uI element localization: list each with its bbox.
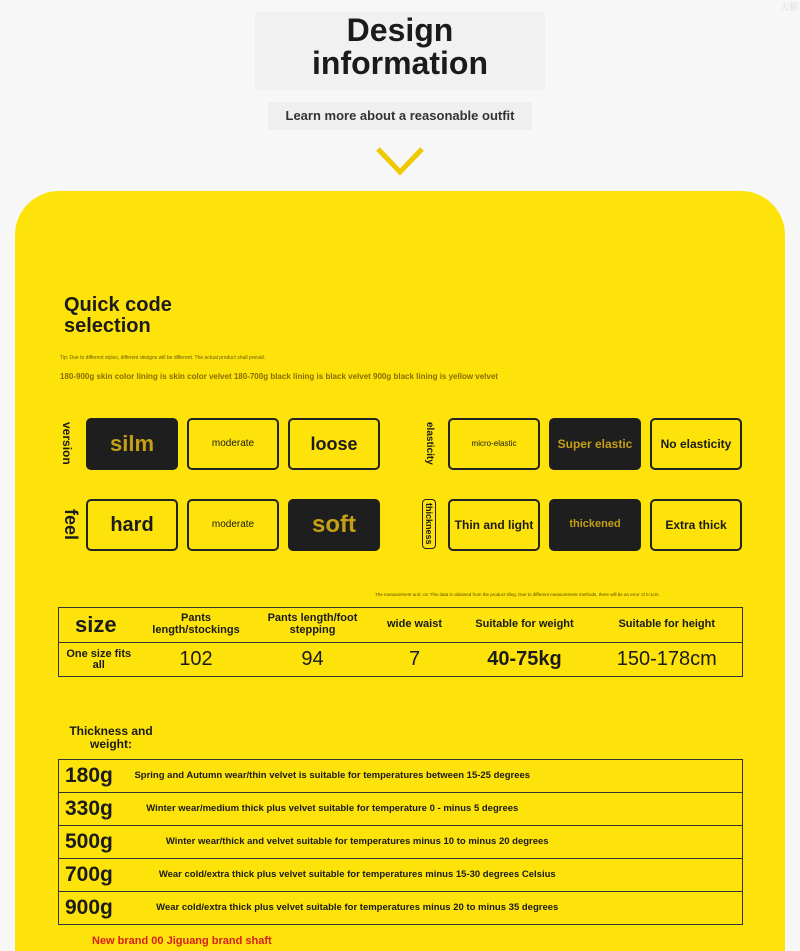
pants-length-stockings-value: 102 — [139, 643, 254, 677]
elasticity-option-no-elasticity[interactable]: No elasticity — [650, 418, 742, 470]
chevron-down-icon — [376, 146, 424, 176]
feel-option-moderate[interactable]: moderate — [187, 499, 279, 551]
measurement-note: The measurement unit: cm This data is obtained from the product tiling. Due to different measurement methods, there will be an error of 0-1cm. — [375, 592, 660, 597]
watermark-text: 天猫 — [779, 2, 798, 12]
thickness-option-thickened[interactable]: thickened — [549, 499, 641, 551]
description-cell: Wear cold/extra thick plus velvet suitable for temperatures minus 15-30 degrees Celsius — [123, 859, 743, 892]
thickness-option-thin-and-light[interactable]: Thin and light — [448, 499, 540, 551]
description-cell: Winter wear/thick and velvet suitable for temperatures minus 10 to minus 20 degrees — [123, 826, 743, 859]
pants-length-foot-value: 94 — [254, 643, 372, 677]
pants-length-foot-header: Pants length/foot stepping — [254, 608, 372, 643]
size-table-row — [59, 643, 743, 677]
header-section — [0, 0, 800, 190]
weight-cell: 500g — [59, 826, 123, 859]
version-option-moderate[interactable]: moderate — [187, 418, 279, 470]
size-value: One size fits all — [59, 643, 139, 677]
elasticity-label: elasticity — [424, 421, 435, 465]
suitable-weight-value: 40-75kg — [458, 643, 592, 677]
weight-cell: 330g — [59, 793, 123, 826]
thickness-label: thickness — [422, 499, 436, 549]
page-title — [0, 14, 800, 80]
brand-footer-text: New brand 00 Jiguang brand shaft — [92, 935, 272, 947]
table-row — [59, 859, 743, 892]
table-row — [59, 760, 743, 793]
wide-waist-header: wide waist — [372, 608, 458, 643]
wide-waist-value: 7 — [372, 643, 458, 677]
pants-length-stockings-header: Pants length/stockings — [139, 608, 254, 643]
feel-option-soft[interactable]: soft — [288, 499, 380, 551]
description-cell: Winter wear/medium thick plus velvet suitable for temperature 0 - minus 5 degrees — [123, 793, 743, 826]
suitable-height-header: Suitable for height — [592, 608, 743, 643]
table-row — [59, 892, 743, 925]
weight-cell: 900g — [59, 892, 123, 925]
title-line-2: information — [312, 45, 488, 81]
description-cell: Wear cold/extra thick plus velvet suitable for temperatures minus 20 to minus 35 degrees — [123, 892, 743, 925]
elasticity-option-super-elastic[interactable]: Super elastic — [549, 418, 641, 470]
weight-cell: 180g — [59, 760, 123, 793]
quick-code-title-line-1: Quick code — [64, 294, 172, 316]
elasticity-option-micro-elastic[interactable]: micro-elastic — [448, 418, 540, 470]
lining-note: 180-900g skin color lining is skin color velvet 180-700g black lining is black velvet 900g black lining is yellow velvet — [60, 372, 498, 381]
weight-cell: 700g — [59, 859, 123, 892]
feel-option-hard[interactable]: hard — [86, 499, 178, 551]
suitable-weight-header: Suitable for weight — [458, 608, 592, 643]
size-table — [58, 607, 743, 677]
table-row — [59, 826, 743, 859]
quick-code-title-line-2: selection — [64, 315, 151, 337]
thickness-option-extra-thick[interactable]: Extra thick — [650, 499, 742, 551]
size-header: size — [59, 608, 139, 643]
quick-code-title — [64, 295, 172, 337]
feel-label: feel — [61, 509, 81, 541]
tip-text: Tip: Due to different styles, different designs will be different. The actual product shall prevail. — [60, 355, 266, 361]
title-line-1: Design — [346, 12, 454, 48]
version-option-loose[interactable]: loose — [288, 418, 380, 470]
size-table-header-row — [59, 608, 743, 643]
page-subtitle: Learn more about a reasonable outfit — [285, 108, 515, 123]
version-label: version — [60, 421, 74, 465]
description-cell: Spring and Autumn wear/thin velvet is suitable for temperatures between 15-25 degrees — [123, 760, 743, 793]
suitable-height-value: 150-178cm — [592, 643, 743, 677]
thickness-weight-table — [58, 759, 743, 925]
version-option-silm[interactable]: silm — [86, 418, 178, 470]
thickness-weight-title: Thickness and weight: — [69, 724, 153, 751]
table-row — [59, 793, 743, 826]
